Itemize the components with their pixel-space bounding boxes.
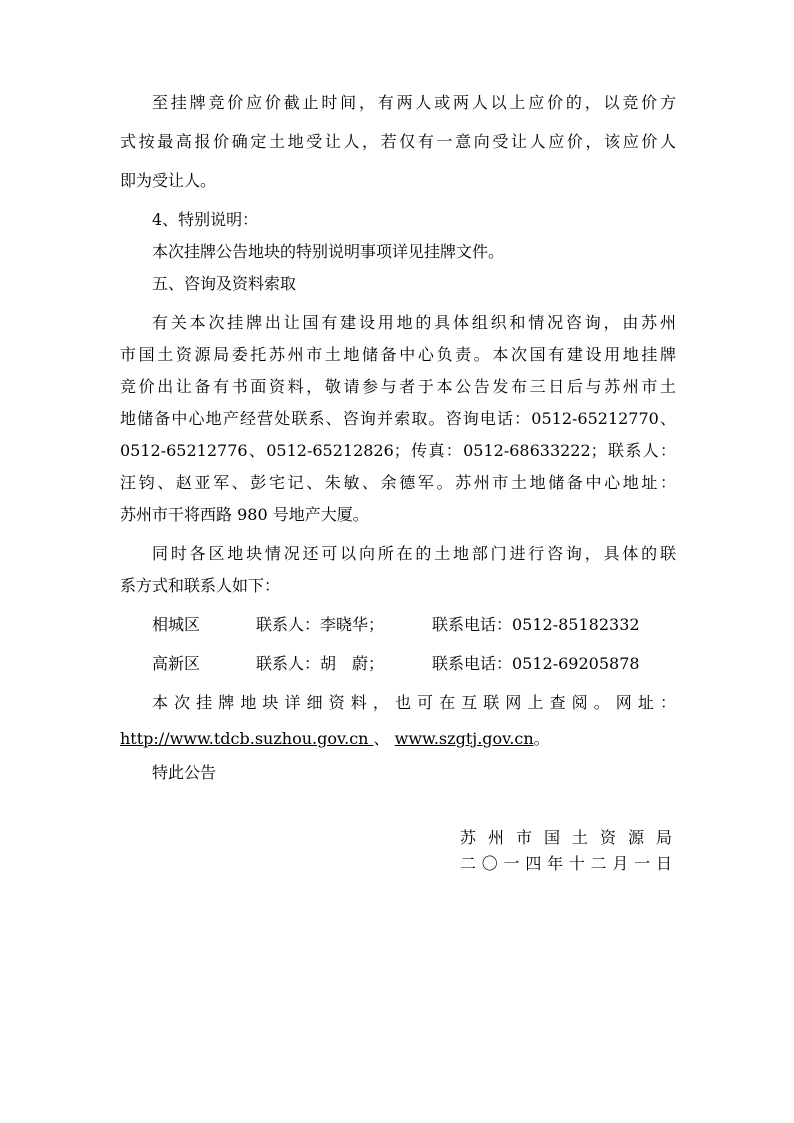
paragraph-bidding-line-1: 至挂牌竞价应价截止时间，有两人或两人以上应价的，以竞价方 xyxy=(152,93,676,112)
paragraph-bidding-line-3: 即为受让人。 xyxy=(120,171,217,190)
url-tdcb-link[interactable]: http://www.tdcb.suzhou.gov.cn xyxy=(120,729,374,748)
closing-text: 特此公告 xyxy=(152,763,217,782)
contact-row xyxy=(152,653,676,675)
signature-date: 二〇一四年十二月一日 xyxy=(460,854,672,873)
paragraph-district-line-2: 系方式和联系人如下： xyxy=(120,576,281,595)
paragraph-district-line-1: 同时各区地块情况还可以向所在的土地部门进行咨询，具体的联 xyxy=(152,544,676,563)
contact-person: 联系人：胡 蔚； xyxy=(256,654,385,673)
paragraph-consult-line-5: 0512-65212776、0512-65212826；传真：0512-68633222；联系人： xyxy=(120,441,676,460)
paragraph-consult-line-1: 有关本次挂牌出让国有建设用地的具体组织和情况咨询，由苏州 xyxy=(152,313,676,332)
contact-phone: 联系电话：0512-85182332 xyxy=(432,615,640,634)
url-separator: 、 xyxy=(373,729,390,748)
contact-district: 高新区 xyxy=(152,654,201,673)
online-text: 本次挂牌地块详细资料，也可在互联网上查阅。网址： xyxy=(152,693,676,712)
paragraph-consult-line-2: 市国土资源局委托苏州市土地储备中心负责。本次国有建设用地挂牌 xyxy=(120,345,676,364)
paragraph-consult-line-3: 竞价出让备有书面资料，敬请参与者于本公告发布三日后与苏州市土 xyxy=(120,377,676,396)
paragraph-consult-line-7: 苏州市干将西路 980 号地产大厦。 xyxy=(120,505,369,524)
paragraph-bidding-line-2: 式按最高报价确定土地受让人，若仅有一意向受让人应价，该应价人 xyxy=(120,132,676,151)
paragraph-consult-line-4: 地储备中心地产经营处联系、咨询并索取。咨询电话：0512-65212770、 xyxy=(120,409,676,428)
contact-phone: 联系电话：0512-69205878 xyxy=(432,654,640,673)
special-text: 本次挂牌公告地块的特别说明事项详见挂牌文件。 xyxy=(152,242,505,261)
paragraph-consult-line-6: 汪钧、赵亚军、彭宅记、朱敏、余德军。苏州市土地储备中心地址： xyxy=(120,473,676,492)
online-urls xyxy=(120,728,676,750)
section-5-heading: 五、咨询及资料索取 xyxy=(152,274,297,293)
contact-person: 联系人：李晓华； xyxy=(256,615,385,634)
contact-row xyxy=(152,614,676,636)
contact-district: 相城区 xyxy=(152,615,201,634)
signature-org: 苏州市国土资源局 xyxy=(460,828,672,847)
url-szgtj-link[interactable]: www.szgtj.gov.cn xyxy=(394,729,534,748)
special-heading: 4、特别说明： xyxy=(152,210,259,229)
url-end: 。 xyxy=(533,729,550,748)
